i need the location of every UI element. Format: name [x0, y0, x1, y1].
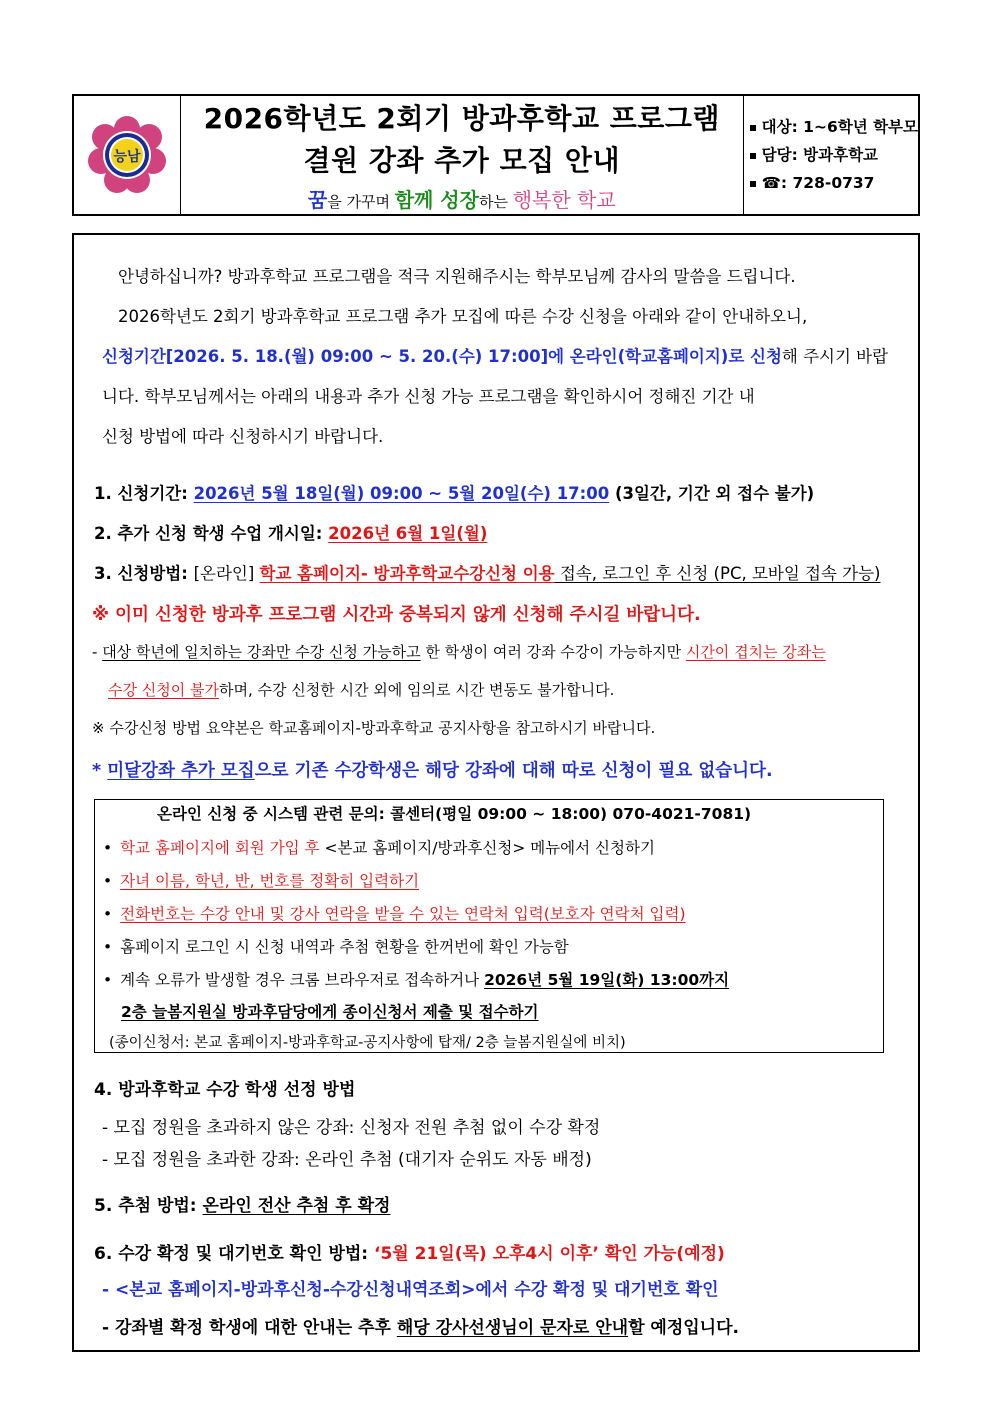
item-6-line-2: [102, 1313, 739, 1338]
intro-line-5: 신청 방법에 따라 신청하시기 바랍니다.: [102, 427, 384, 446]
info-phone: [750, 169, 918, 197]
item-2-start-date: [94, 520, 487, 544]
info-cell: [744, 96, 918, 214]
title-line-2: 결원 강좌 추가 모집 안내: [303, 143, 621, 177]
item-6-line-2-a: - 강좌별 확정 학생에 대한 안내는 추후: [102, 1318, 397, 1338]
item-3-value: 학교 홈페이지- 방과후학교수강신청 이용: [259, 564, 555, 583]
help-item-1-highlight: 학교 홈페이지에 회원 가입 후: [120, 839, 320, 857]
logo-cell: [74, 96, 181, 214]
info-target-text: 대상: 1~6학년 학부모: [761, 118, 918, 136]
item-6-line-1: - <본교 홈페이지-방과후신청-수강신청내역조회>에서 수강 확정 및 대기번호 확인: [102, 1280, 719, 1300]
notice-rest: 으로 기존 수강학생은 해당 강좌에 대해 따로 신청이 필요 없습니다.: [254, 761, 773, 781]
item-3-label: 3. 신청방법:: [94, 564, 194, 583]
item-1-label: 1. 신청기간:: [94, 484, 194, 503]
grade-match-note: 대상 학년에 일치하는 강좌만 수강 신청 가능하고: [102, 643, 421, 661]
main-content-box: [72, 233, 920, 1352]
item-2-value: 2026년 6월 1일(월): [328, 524, 488, 543]
help-item-5: [103, 968, 729, 990]
motto-word-1: 꿈: [307, 187, 328, 212]
time-overlap-note: 시간이 겹치는 강좌는: [685, 643, 826, 661]
help-box-title: 온라인 신청 중 시스템 관련 문의: 콜센터(평일 09:00 ~ 18:00) 070-4021-7081): [157, 805, 752, 823]
help-item-3: [103, 902, 686, 924]
intro-line-2: 2026학년도 2회기 방과후학교 프로그램 추가 모집에 따른 수강 신청을 아래와 같이 안내하오니,: [118, 307, 808, 326]
school-motto: [308, 184, 616, 213]
star-mark: *: [92, 761, 108, 781]
item-1-value: 2026년 5월 18일(월) 09:00 ~ 5월 20일(수) 17:00: [193, 484, 610, 503]
help-item-1-rest: <본교 홈페이지/방과후신청> 메뉴에서 신청하기: [319, 839, 655, 857]
help-item-2-text: 자녀 이름, 학년, 반, 번호를 정확히 입력하기: [120, 872, 420, 890]
help-item-4-text: 홈페이지 로그인 시 신청 내역과 추첨 현황을 한꺼번에 확인 가능함: [120, 938, 569, 956]
paper-deadline: 2026년 5월 19일(화) 13:00까지: [484, 971, 730, 989]
item-6-line-2-highlight: 해당 강사선생님이 문자로 안내: [396, 1318, 629, 1338]
header-table: [72, 94, 920, 216]
intro-line-3-rest: 해 주시기 바랍: [781, 347, 889, 366]
info-target: [750, 113, 918, 141]
item-6-line-2-c: 할 예정입니다.: [628, 1318, 739, 1338]
info-manager: [750, 141, 918, 169]
intro-line-1: 안녕하십니까? 방과후학교 프로그램을 적극 지원해주시는 학부모님께 감사의 말씀을 드립니다.: [118, 267, 796, 286]
item-4-line-1: - 모집 정원을 초과하지 않은 강좌: 신청자 전원 추첨 없이 수강 확정: [102, 1118, 601, 1138]
square-bullet-icon: [750, 153, 756, 159]
item-6-value: ‘5월 21일(목) 오후4시 이후’ 확인 가능(예정): [374, 1244, 725, 1264]
intro-line-4: 니다. 학부모님께서는 아래의 내용과 추가 신청 가능 프로그램을 확인하시어 정해진 기간 내: [102, 387, 755, 406]
item-5-label: 5. 추첨 방법:: [94, 1196, 203, 1216]
help-item-5-text: 계속 오류가 발생할 경우 크롬 브라우저로 접속하거나: [120, 971, 485, 989]
help-item-3-text: 전화번호는 수강 안내 및 강사 연락을 받을 수 있는 연락처 입력(보호자 연락처 입력): [120, 905, 686, 923]
help-item-4: [103, 935, 569, 957]
item-5-lottery: [94, 1191, 390, 1216]
motto-word-4: 하는: [478, 192, 513, 211]
multi-course-note: 한 학생이 여러 강좌 수강이 가능하지만: [420, 643, 686, 661]
existing-students-notice: [92, 757, 773, 782]
paper-form-note: (종이신청서: 본교 홈페이지-방과후학교-공지사항에 탑재/ 2층 늘봄지원실에 비치): [109, 1035, 626, 1051]
item-4-heading: 4. 방과후학교 수강 학생 선정 방법: [94, 1080, 356, 1100]
title-line-1: 2026학년도 2회기 방과후학교 프로그램: [203, 101, 720, 135]
item-1-note: (3일간, 기간 외 접수 불가): [609, 484, 815, 503]
square-bullet-icon: [750, 181, 756, 187]
item-5-value: 온라인 전산 추첨 후 확정: [202, 1196, 391, 1216]
online-help-box: [94, 799, 884, 1053]
help-item-5-cont: 2층 늘봄지원실 방과후담당에게 종이신청서 제출 및 접수하기: [121, 1003, 539, 1021]
item-2-label: 2. 추가 신청 학생 수업 개시일:: [94, 524, 329, 543]
not-allowed-note: 수강 신청이 불가: [108, 681, 219, 699]
intro-line-3: [102, 343, 888, 367]
item-3-prefix: [온라인]: [193, 564, 260, 583]
help-item-1: [103, 836, 655, 858]
item-1-apply-period: [94, 480, 814, 504]
item-4-line-2: - 모집 정원을 초과한 강좌: 온라인 추첨 (대기자 순위도 자동 배정): [102, 1150, 592, 1170]
help-item-2: [103, 869, 419, 891]
item-3-rest: 접속, 로그인 후 신청 (PC, 모바일 접속 가능): [554, 564, 881, 583]
motto-word-2: 을 가꾸며: [327, 192, 395, 211]
info-phone-text: ☎: 728-0737: [761, 174, 875, 192]
apply-period-highlight: 신청기간[2026. 5. 18.(월) 09:00 ~ 5. 20.(수) 17:00]에 온라인(학교홈페이지)로 신청: [102, 347, 782, 366]
item-3-method: [94, 560, 880, 584]
time-change-note: 하며, 수강 신청한 시간 외에 임의로 시간 변동도 불가합니다.: [218, 681, 615, 699]
item-6-heading: [94, 1239, 725, 1264]
square-bullet-icon: [750, 125, 756, 131]
motto-word-3: 함께 성장: [394, 187, 479, 212]
duplicate-warning: ※ 이미 신청한 방과후 프로그램 시간과 중복되지 않게 신청해 주시길 바랍니다.: [92, 605, 701, 625]
item-6-label: 6. 수강 확정 및 대기번호 확인 방법:: [94, 1244, 374, 1264]
motto-word-5: 행복한 학교: [512, 187, 616, 212]
dash-note-line-1: [92, 641, 826, 662]
notice-highlight: 미달강좌 추가 모집: [107, 761, 255, 781]
emblem-text: 능남: [113, 149, 141, 165]
school-emblem-icon: [87, 115, 167, 195]
dash-mark: -: [92, 643, 103, 661]
dash-note-line-2: [108, 679, 614, 700]
title-cell: [181, 96, 744, 214]
summary-reference: ※ 수강신청 방법 요약본은 학교홈페이지-방과후학교 공지사항을 참고하시기 바랍니다.: [92, 719, 656, 737]
info-manager-text: 담당: 방과후학교: [761, 146, 879, 164]
